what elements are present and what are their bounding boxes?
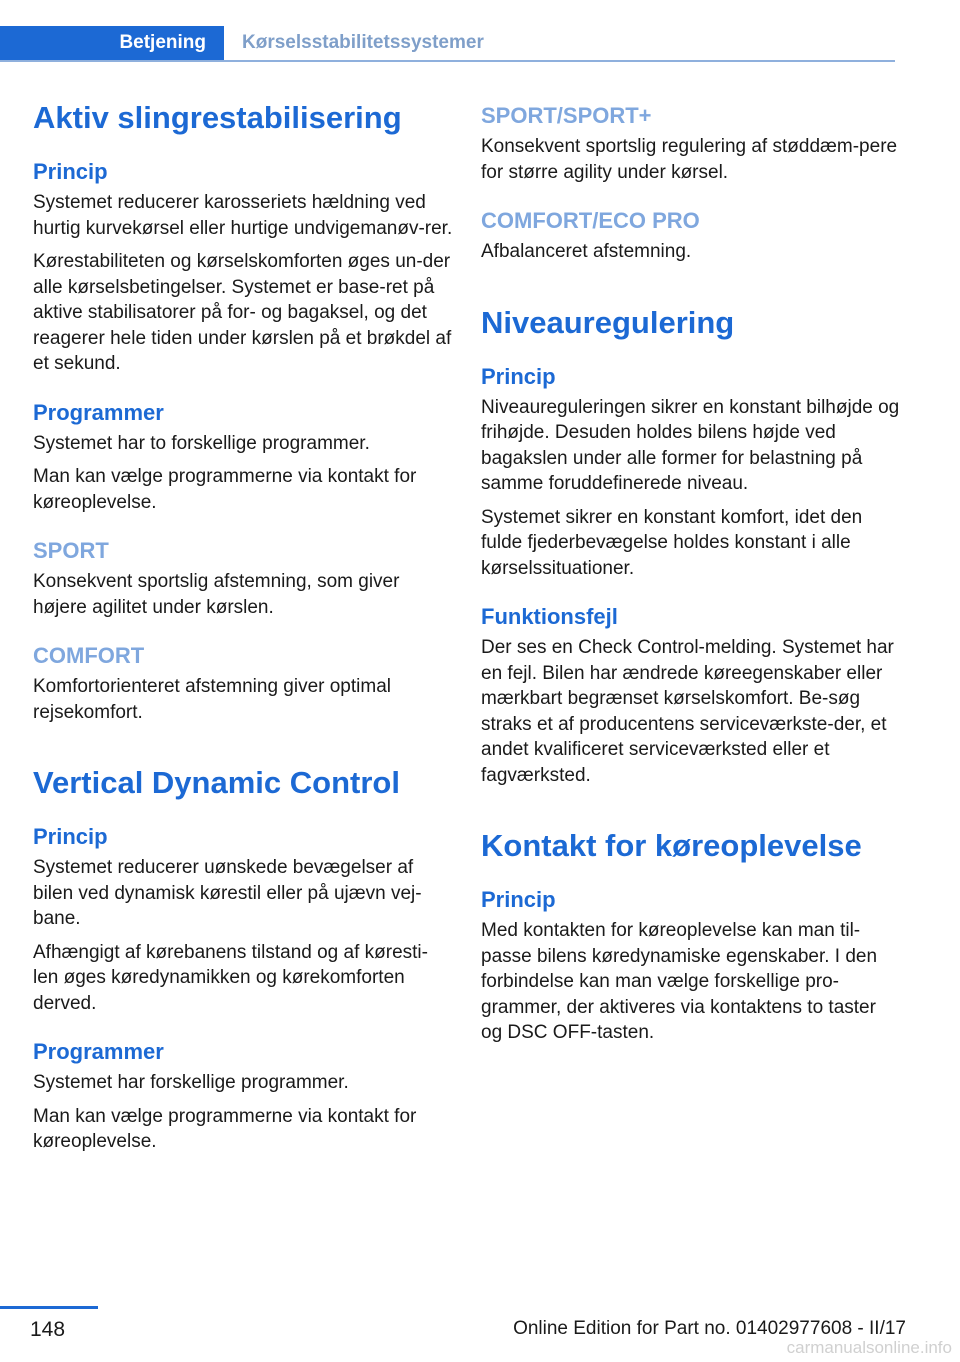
title-niveauregulering: Niveauregulering (481, 304, 735, 340)
paragraph: Niveaureguleringen sikrer en konstant bilhøjde og frihøjde. Desuden holdes bilens højde ved bagakslen under alle former for belastning på samme foruddefinerede niveau. (481, 396, 900, 494)
heading-princip: Princip (33, 824, 108, 849)
section-tab[interactable]: Kørselsstabilitetssystemer (242, 32, 484, 53)
edition-note: Online Edition for Part no. 01402977608 - II/17 (513, 1318, 906, 1339)
heading-princip: Princip (33, 159, 108, 184)
paragraph: Konsekvent sportslig regulering af støddæm-pere for større agility under kørsel. (481, 136, 898, 183)
heading-comfort-eco-pro: COMFORT/ECO PRO (481, 208, 700, 233)
heading-sport-sportplus: SPORT/SPORT+ (481, 103, 652, 128)
heading-programmer: Programmer (33, 399, 164, 425)
paragraph: Afbalanceret afstemning. (481, 241, 692, 262)
page-header (0, 26, 895, 62)
paragraph: Systemet har to forskellige programmer. (33, 432, 370, 454)
paragraph: Komfortorienteret afstemning giver optimal rejsekomfort. (33, 676, 391, 723)
title-aktiv-slingrestabilisering: Aktiv slingrestabilisering (33, 100, 402, 135)
paragraph: Kørestabiliteten og kørselskomforten øges un-der alle kørselsbetingelser. Systemet er base-ret på aktive stabilisatorer på for- og bagaksel, og det reagerer hele tiden under kørslen på et brøkdel af et sekund. (33, 251, 452, 374)
header-divider (0, 60, 895, 62)
paragraph: Man kan vælge programmerne via kontakt for køreoplevelse. (33, 466, 417, 513)
paragraph: Der ses en Check Control-melding. Systemet har en fejl. Bilen har ændrede køreegenskaber eller mærkbart begrænset kørselskomfort. Be-søg straks et af producentens serviceværkste-der, et andet kvalificeret serviceværksted eller et fagværksted. (481, 637, 894, 786)
chapter-tab[interactable]: Betjening (0, 26, 224, 60)
heading-princip: Princip (481, 887, 556, 912)
heading-programmer: Programmer (33, 1039, 164, 1064)
title-kontakt-for-koereoplevelse: Kontakt for køreoplevelse (481, 828, 862, 863)
heading-princip: Princip (481, 363, 556, 389)
paragraph: Man kan vælge programmerne via kontakt for køreoplevelse. (33, 1105, 417, 1152)
watermark: carmanualsonline.info (786, 1338, 952, 1357)
left-column (33, 98, 453, 1155)
paragraph: Med kontakten for køreoplevelse kan man til-passe bilens køredynamiske egenskaber. I den forbindelse kan man vælge forskellige pro-grammer, der aktiveres via kontaktens to taster og DSC OFF-tasten. (481, 920, 878, 1043)
paragraph: Konsekvent sportslig afstemning, som giver højere agilitet under kørslen. (33, 571, 400, 618)
paragraph: Systemet reducerer uønskede bevægelser af bilen ved dynamisk kørestil eller på ujævn vej-bane. (33, 857, 422, 929)
heading-sport: SPORT (33, 538, 109, 563)
heading-comfort: COMFORT (33, 643, 145, 668)
page-number-rule (0, 1306, 98, 1309)
paragraph: Systemet reducerer karosseriets hældning ved hurtig kurvekørsel eller hurtige undvigemanøv-rer. (33, 192, 453, 239)
heading-funktionsfejl: Funktionsfejl (481, 604, 618, 629)
paragraph: Afhængigt af kørebanens tilstand og af køresti-len øges køredynamikken og kørekomforten derved. (33, 941, 428, 1014)
page-number: 148 (30, 1318, 66, 1341)
title-vertical-dynamic-control: Vertical Dynamic Control (33, 765, 400, 800)
paragraph: Systemet sikrer en konstant komfort, idet den fulde fjederbevægelse holdes konstant i alle kørselssituationer. (481, 506, 863, 579)
right-column (481, 102, 901, 1046)
paragraph: Systemet har forskellige programmer. (33, 1072, 349, 1093)
